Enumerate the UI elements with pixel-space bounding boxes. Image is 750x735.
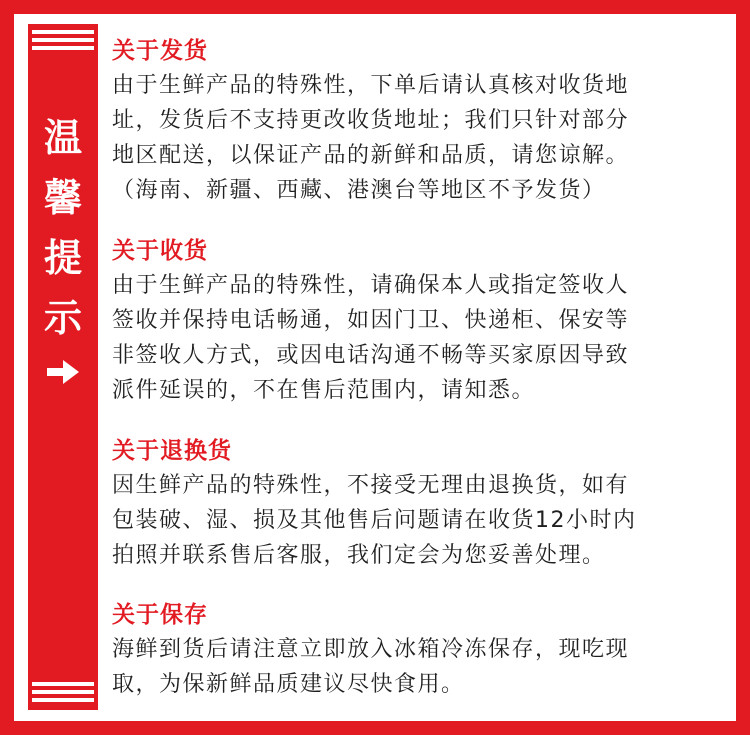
section-storage	[112, 598, 629, 702]
body-line: 派件延误的，不在售后范围内，请知悉。	[112, 378, 536, 403]
body-line: 包装破、湿、损及其他售后问题请在收货12小时内	[112, 508, 637, 533]
body-line: 签收并保持电话畅通，如因门卫、快递柜、保安等	[112, 308, 630, 333]
section-receiving	[112, 234, 629, 408]
body-line: 海鲜到货后请注意立即放入冰箱冷冻保存，现吃现	[112, 637, 630, 662]
banner-stripes-top	[32, 30, 94, 54]
section-body	[112, 468, 637, 573]
section-heading: 关于保存	[112, 602, 208, 628]
banner-title-char: 温	[43, 116, 82, 160]
section-heading: 关于发货	[112, 38, 208, 64]
section-heading: 关于退换货	[112, 438, 232, 464]
body-line: 拍照并联系售后客服，我们定会为您妥善处理。	[112, 543, 606, 568]
banner-title	[28, 108, 98, 348]
section-returns	[112, 434, 637, 573]
body-line: 地区配送，以保证产品的新鲜和品质，请您谅解。	[112, 143, 630, 168]
body-line: 由于生鲜产品的特殊性，请确保本人或指定签收人	[112, 273, 630, 298]
banner-stripes-bottom	[32, 682, 94, 706]
right-arrow-icon	[47, 360, 79, 388]
banner-title-char: 提	[43, 236, 82, 280]
section-body	[112, 68, 629, 208]
banner-title-char: 示	[43, 296, 82, 340]
section-shipping	[112, 34, 629, 208]
section-heading: 关于收货	[112, 238, 208, 264]
body-line: 因生鲜产品的特殊性，不接受无理由退换货，如有	[112, 473, 630, 498]
section-body	[112, 268, 629, 408]
side-banner	[28, 24, 98, 710]
body-line: （海南、新疆、西藏、港澳台等地区不予发货）	[112, 178, 606, 203]
banner-title-char: 馨	[43, 176, 82, 220]
body-line: 非签收人方式，或因电话沟通不畅等买家原因导致	[112, 343, 630, 368]
section-body	[112, 632, 629, 702]
body-line: 由于生鲜产品的特殊性，下单后请认真核对收货地	[112, 73, 630, 98]
body-line: 取，为保新鲜品质建议尽快食用。	[112, 672, 465, 697]
body-line: 址，发货后不支持更改收货地址；我们只针对部分	[112, 108, 630, 133]
